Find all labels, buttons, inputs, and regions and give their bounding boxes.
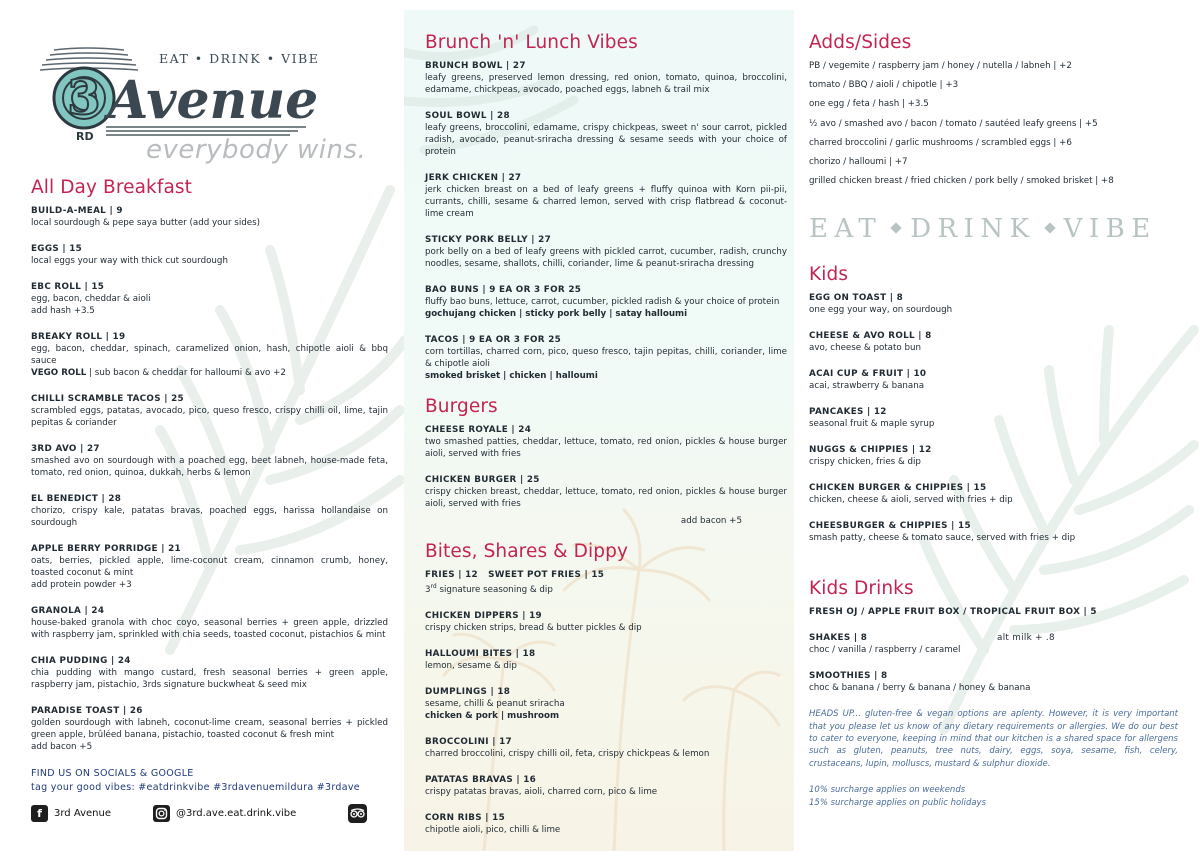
- item-name: EGG ON TOAST | 8: [809, 293, 904, 304]
- item-desc: crispy chicken, fries & dip: [809, 457, 921, 468]
- item-name: BUILD-A-MEAL | 9: [31, 206, 123, 216]
- kids-drinks-heading: Kids Drinks: [809, 578, 914, 600]
- menu-item: [809, 330, 1178, 354]
- logo-graphic: [36, 42, 402, 167]
- banner-drink: DRINK: [910, 214, 1036, 245]
- item-name: BROCCOLINI | 17: [425, 736, 512, 747]
- middle-column: [404, 10, 794, 851]
- item-name: BREAKY ROLL | 19: [31, 332, 126, 342]
- menu-item: [809, 444, 1178, 468]
- menu-item: [31, 605, 388, 641]
- bites-heading: Bites, Shares & Dippy: [425, 541, 628, 562]
- notes-section: [809, 708, 1178, 809]
- item-desc: smashed avo on sourdough with a poached egg, beet labneh, house-made feta, tomato, red onion, quinoa, dukkah, herbs & lemon: [31, 456, 388, 478]
- menu-item: [31, 331, 388, 379]
- shakes-name: SHAKES | 8: [809, 633, 868, 644]
- menu-item: [425, 474, 787, 510]
- burgers-section: [425, 396, 787, 527]
- item-desc: leafy greens, broccolini, edamame, crispy chickpeas, sweet n' sour carrot, pickled radish, avocado, peanut-sriracha dressing & sesame seeds with your choice of protein: [425, 123, 787, 157]
- diamond-icon: [891, 222, 902, 233]
- left-column: [0, 10, 404, 851]
- shakes-row: [809, 632, 1178, 644]
- item-name: EBC ROLL | 15: [31, 282, 105, 292]
- kids-items: [809, 292, 1178, 544]
- item-name: FRIES | 12 SWEET POT FRIES | 15: [425, 570, 605, 580]
- adds-line: one egg / feta / hash | +3.5: [809, 99, 929, 110]
- menu-item: [425, 110, 787, 158]
- item-name: CHICKEN BURGER | 25: [425, 475, 540, 485]
- item-desc: one egg your way, on sourdough: [809, 305, 953, 316]
- logo: [36, 42, 402, 167]
- item-name: GRANOLA | 24: [31, 606, 105, 616]
- bites-item-fries: [425, 569, 787, 596]
- add-bacon-note: add bacon +5: [680, 516, 742, 526]
- burgers-heading: Burgers: [425, 396, 498, 417]
- menu-item: [809, 482, 1178, 506]
- kids-section: [809, 264, 1178, 544]
- item-desc: golden sourdough with labneh, coconut-lime cream, seasonal berries + pickled green apple, brûléed banana, pistachio, toasted coconut & fresh mint: [31, 718, 388, 740]
- item-desc: charred broccolini, crispy chilli oil, feta, crispy chickpeas & lemon: [425, 748, 710, 759]
- brunch-section: [425, 32, 787, 382]
- eat-drink-vibe-banner: [809, 214, 1178, 244]
- item-name: CHILLI SCRAMBLE TACOS | 25: [31, 394, 184, 404]
- banner-vibe: VIBE: [1063, 214, 1157, 245]
- item-name: CHICKEN DIPPERS | 19: [425, 610, 542, 621]
- bites-items: [425, 610, 787, 836]
- allergy-note: HEADS UP... gluten-free & vegan options are aplenty. However, it is very important that you please let us know of any dietary requirements or allergies. We do our best to cater to everyone, keeping in mind that our kitchen is a shared space for allergens such as gluten, peanuts, tree nuts, dairy, eggs, soya, sesame, fish, celery, crustaceans, lupin, molluscs, mustard & sulphur dioxide.: [809, 709, 1178, 769]
- menu-item: [425, 686, 787, 722]
- menu-item: [425, 60, 787, 96]
- item-desc: chicken, cheese & aioli, served with fries + dip: [809, 495, 1013, 506]
- item-desc: leafy greens, preserved lemon dressing, red onion, tomato, quinoa, broccolini, edamame, chickpeas, avocado, poached eggs, labneh & trail mix: [425, 73, 787, 95]
- adds-line: chorizo / halloumi | +7: [809, 156, 908, 167]
- menu-item: [425, 424, 787, 460]
- item-name: ACAI CUP & FRUIT | 10: [809, 369, 927, 380]
- item-name: SOUL BOWL | 28: [425, 111, 510, 121]
- menu-item: [425, 648, 787, 672]
- logo-tagline: EAT • DRINK • VIBE: [159, 51, 320, 66]
- item-desc: chorizo, crispy kale, patatas bravas, poached eggs, harissa hollandaise on sourdough: [31, 506, 388, 528]
- item-name: NUGGS & CHIPPIES | 12: [809, 445, 932, 456]
- adds-line: tomato / BBQ / aioli / chipotle | +3: [809, 80, 959, 91]
- item-name: 3RD AVO | 27: [31, 444, 100, 454]
- surcharge-weekend: 10% surcharge applies on weekends: [809, 785, 966, 796]
- item-desc: jerk chicken breast on a bed of leafy greens + fluffy quinoa with Korn pii-pii, currants, chilli, sesame & charred lemon, served with crisp flatbread & coconut-lime cream: [425, 185, 787, 219]
- item-options: smoked brisket | chicken | halloumi: [425, 371, 598, 381]
- adds-line: charred broccolini / garlic mushrooms / scrambled eggs | +6: [809, 137, 1072, 148]
- adds-line: ½ avo / smashed avo / bacon / tomato / sautéed leafy greens | +5: [809, 118, 1098, 129]
- logo-numeral: 3: [67, 70, 101, 126]
- item-desc: acai, strawberry & banana: [809, 381, 925, 392]
- social-icons: [31, 804, 388, 823]
- item-desc: crispy chicken breast, cheddar, lettuce, tomato, red onion, pickles & house burger aioli, served with fries: [425, 487, 787, 509]
- item-addon: add protein powder +3: [31, 580, 132, 590]
- item-desc: egg, bacon, cheddar & aioli: [31, 294, 151, 304]
- right-column: [794, 10, 1200, 851]
- item-desc: pork belly on a bed of leafy greens with pickled carrot, cucumber, radish, crunchy noodles, sesame, shallots, chilli, coriander, lime & peanut-sriracha dressing: [425, 247, 787, 269]
- menu-item: [31, 443, 388, 479]
- item-name: DUMPLINGS | 18: [425, 686, 511, 697]
- juice-item: [809, 606, 1178, 618]
- menu-item: [425, 610, 787, 634]
- item-desc: seasonal fruit & maple syrup: [809, 419, 935, 430]
- tripadvisor-icon[interactable]: [348, 804, 367, 823]
- menu-item: [425, 774, 787, 798]
- item-desc: oats, berries, pickled apple, lime-coconut cream, cinnamon crumb, honey, toasted coconut & mint: [31, 556, 388, 578]
- item-name: EL BENEDICT | 28: [31, 494, 122, 504]
- menu-item: [425, 284, 787, 320]
- menu-item: [809, 368, 1178, 392]
- banner-eat: EAT: [809, 214, 883, 245]
- item-options: chicken & pork | mushroom: [425, 710, 560, 721]
- item-desc: 3rd signature seasoning & dip: [425, 583, 553, 595]
- brunch-heading: Brunch 'n' Lunch Vibes: [425, 32, 638, 53]
- smoothies-desc: choc & banana / berry & banana / honey & banana: [809, 683, 1031, 694]
- item-name: CHEESE ROYALE | 24: [425, 425, 532, 435]
- item-desc: crispy chicken strips, bread & butter pickles & dip: [425, 622, 642, 633]
- menu-item: [31, 705, 388, 753]
- item-desc: chia pudding with mango custard, fresh seasonal berries + green apple, raspberry jam, pistachio, 3rds signature buckwheat & seed mix: [31, 668, 388, 690]
- instagram-label[interactable]: @3rd.ave.eat.drink.vibe: [175, 808, 297, 819]
- item-name: CORN RIBS | 15: [425, 812, 505, 823]
- middle-content: [425, 10, 787, 836]
- item-addon: add hash +3.5: [31, 306, 95, 316]
- menu-item: [425, 812, 787, 836]
- surcharge-holiday: 15% surcharge applies on public holidays: [809, 797, 987, 808]
- item-desc: lemon, sesame & dip: [425, 660, 517, 671]
- juice-name: FRESH OJ / APPLE FRUIT BOX / TROPICAL FRUIT BOX | 5: [809, 607, 1097, 618]
- adds-section: [809, 32, 1178, 187]
- shakes-alt-milk: alt milk + .8: [997, 633, 1055, 644]
- logo-rd: RD: [76, 130, 94, 143]
- item-name: PATATAS BRAVAS | 16: [425, 774, 537, 785]
- item-name: BRUNCH BOWL | 27: [425, 61, 526, 71]
- menu-item: [31, 205, 388, 229]
- menu-item: [809, 520, 1178, 544]
- item-desc: crispy patatas bravas, aioli, charred corn, pico & lime: [425, 786, 658, 797]
- menu-item: [425, 736, 787, 760]
- item-desc: fluffy bao buns, lettuce, carrot, cucumber, pickled radish & your choice of protein: [425, 297, 780, 307]
- item-name: PANCAKES | 12: [809, 407, 887, 418]
- menu-item: [31, 543, 388, 591]
- menu-item: [31, 655, 388, 691]
- facebook-label[interactable]: 3rd Avenue: [54, 808, 111, 819]
- tag-line: tag your good vibes: #eatdrinkvibe #3rdavenuemildura #3rdave: [31, 782, 360, 793]
- diamond-icon: [1044, 222, 1055, 233]
- item-name: CHEESE & AVO ROLL | 8: [809, 331, 932, 342]
- kids-heading: Kids: [809, 264, 849, 286]
- item-desc: avo, cheese & potato bun: [809, 343, 922, 354]
- breakfast-section: [31, 177, 388, 767]
- item-name: CHIA PUDDING | 24: [31, 656, 131, 666]
- item-desc: sesame, chilli & peanut sriracha: [425, 698, 565, 709]
- item-name: EGGS | 15: [31, 244, 83, 254]
- menu-item: [425, 172, 787, 220]
- kids-drinks-section: [809, 578, 1178, 694]
- variant-name: VEGO ROLL: [31, 368, 87, 378]
- menu-item: [31, 243, 388, 267]
- menu-item: [31, 393, 388, 429]
- instagram-icon[interactable]: [153, 805, 170, 822]
- item-name: CHICKEN BURGER & CHIPPIES | 15: [809, 483, 987, 494]
- logo-slogan: everybody wins.: [146, 135, 367, 165]
- adds-lines: [809, 60, 1178, 187]
- menu-item: [809, 406, 1178, 430]
- menu-item: [31, 281, 388, 317]
- item-options: gochujang chicken | sticky pork belly | satay halloumi: [425, 309, 688, 319]
- item-name: APPLE BERRY PORRIDGE | 21: [31, 544, 181, 554]
- item-desc: egg, bacon, cheddar, spinach, caramelized onion, hash, chipotle aioli & bbq sauce: [31, 344, 388, 366]
- item-name: TACOS | 9 EA OR 3 FOR 25: [425, 335, 562, 345]
- item-desc: local eggs your way with thick cut sourdough: [31, 256, 228, 266]
- smoothies-name: SMOOTHIES | 8: [809, 671, 888, 682]
- adds-line: grilled chicken breast / fried chicken / pork belly / smoked brisket | +8: [809, 176, 1114, 187]
- item-variant: [31, 367, 388, 379]
- item-desc: house-baked granola with choc coyo, seasonal berries + green apple, drizzled with raspberry jam, sprinkled with chia seeds, toasted coconut, pistachios & mint: [31, 618, 388, 640]
- shakes-desc: choc / vanilla / raspberry / caramel: [809, 645, 961, 656]
- find-us-text: FIND US ON SOCIALS & GOOGLE: [31, 768, 194, 779]
- brunch-items: [425, 60, 787, 382]
- adds-heading: Adds/Sides: [809, 32, 912, 53]
- burger-items: [425, 424, 787, 510]
- item-desc: smash patty, cheese & tomato sauce, served with fries + dip: [809, 533, 1076, 544]
- adds-line: PB / vegemite / raspberry jam / honey / nutella / labneh | +2: [809, 61, 1072, 71]
- variant-desc: | sub bacon & cheddar for halloumi & avo +2: [86, 368, 286, 378]
- smoothies-item: [809, 670, 1178, 694]
- breakfast-heading: All Day Breakfast: [31, 177, 192, 198]
- item-name: JERK CHICKEN | 27: [425, 173, 522, 183]
- shakes-item: [809, 632, 1178, 656]
- item-desc: two smashed patties, cheddar, lettuce, tomato, red onion, pickles & house burger aioli, served with fries: [425, 437, 787, 459]
- item-desc: scrambled eggs, patatas, avocado, pico, queso fresco, crispy chilli oil, lime, tajin pepitas & coriander: [31, 406, 388, 428]
- facebook-icon[interactable]: f: [31, 805, 48, 822]
- item-name: BAO BUNS | 9 EA OR 3 FOR 25: [425, 285, 582, 295]
- item-name: STICKY PORK BELLY | 27: [425, 235, 551, 245]
- social-section: [31, 767, 388, 823]
- menu-item: [809, 292, 1178, 316]
- bites-section: [425, 541, 787, 836]
- menu-item: [425, 234, 787, 270]
- item-name: CHEESBURGER & CHIPPIES | 15: [809, 521, 971, 532]
- item-desc: local sourdough & pepe saya butter (add your sides): [31, 218, 261, 228]
- item-name: PARADISE TOAST | 26: [31, 706, 143, 716]
- item-desc: chipotle aioli, pico, chilli & lime: [425, 824, 561, 835]
- item-addon: add bacon +5: [31, 742, 93, 752]
- item-desc: corn tortillas, charred corn, pico, queso fresco, tajin pepitas, chilli, coriander, lime & chipotle aioli: [425, 347, 787, 369]
- menu-item: [425, 334, 787, 382]
- breakfast-items: [31, 205, 388, 753]
- right-content: [809, 10, 1178, 809]
- logo-wordmark: Avenue: [108, 70, 319, 131]
- item-name: HALLOUMI BITES | 18: [425, 648, 536, 659]
- menu-item: [31, 493, 388, 529]
